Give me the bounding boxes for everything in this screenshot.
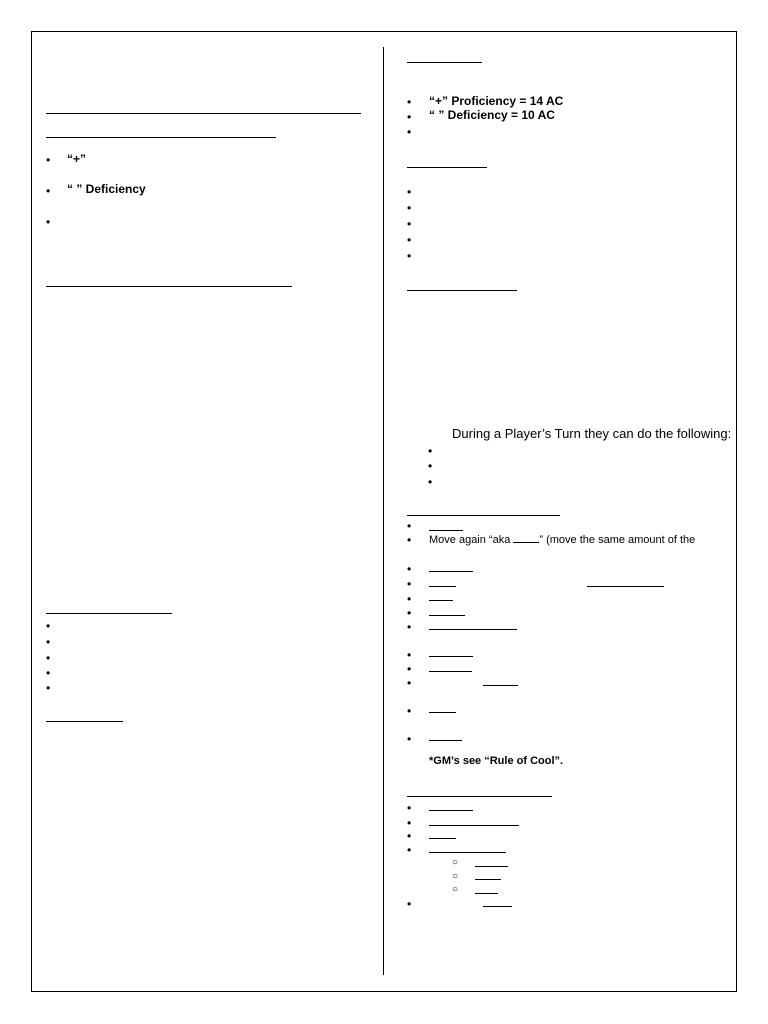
page-border — [31, 31, 737, 992]
blank-rule — [429, 586, 456, 587]
bullet: • — [407, 843, 412, 857]
bullet: • — [407, 704, 412, 718]
bullet: • — [428, 444, 433, 458]
blank-rule — [475, 866, 508, 867]
bullet: • — [407, 592, 412, 606]
move-again-line — [429, 532, 695, 546]
blank-rule — [429, 838, 456, 839]
bullet: • — [46, 215, 51, 229]
blank-rule — [429, 656, 473, 657]
gm-note: *GM’s see “Rule of Cool”. — [429, 755, 564, 767]
bullet: • — [407, 897, 412, 911]
bullet: • — [407, 676, 412, 690]
blank-rule — [429, 712, 456, 713]
section-rule — [407, 167, 487, 168]
bullet: • — [46, 184, 51, 198]
blank-rule — [475, 879, 501, 880]
turn-intro: During a Player’s Turn they can do the following: — [452, 426, 732, 441]
blank-rule — [429, 615, 465, 616]
bullet: • — [46, 153, 51, 167]
bullet: • — [407, 533, 412, 547]
bullet: • — [46, 619, 51, 633]
bullet: • — [407, 606, 412, 620]
blank-rule — [429, 600, 453, 601]
bullet: • — [407, 217, 412, 231]
blank-rule — [429, 530, 463, 531]
blank-rule — [429, 740, 462, 741]
section-rule — [46, 613, 172, 614]
bullet: • — [407, 732, 412, 746]
bullet: • — [407, 125, 412, 139]
bullet: • — [46, 651, 51, 665]
blank-field — [513, 532, 539, 543]
heading-rule — [46, 113, 361, 114]
blank-rule — [429, 825, 519, 826]
column-divider — [383, 47, 384, 975]
sub-bullet: ○ — [452, 884, 459, 895]
bullet: • — [407, 662, 412, 676]
move-again-prefix: Move again “aka — [429, 534, 514, 546]
deficiency-text: “ ” Deficiency — [67, 182, 146, 196]
section-rule — [407, 515, 560, 516]
bullet: • — [407, 829, 412, 843]
bullet: • — [407, 648, 412, 662]
bullet: • — [46, 666, 51, 680]
move-again-suffix: ” (move the same amount of the — [539, 534, 696, 546]
bullet: • — [407, 562, 412, 576]
bullet: • — [407, 201, 412, 215]
proficiency-line: “+” Proficiency = 14 AC — [429, 94, 564, 108]
bullet: • — [407, 95, 412, 109]
blank-rule — [475, 893, 498, 894]
blank-rule — [429, 571, 473, 572]
blank-rule — [483, 685, 518, 686]
bullet: • — [407, 233, 412, 247]
bullet: • — [46, 635, 51, 649]
section-rule — [46, 286, 292, 287]
bullet: • — [407, 620, 412, 634]
blank-rule — [429, 852, 506, 853]
bullet: • — [407, 110, 412, 124]
sub-bullet: ○ — [452, 857, 459, 868]
bullet: • — [407, 519, 412, 533]
bullet: • — [428, 475, 433, 489]
blank-rule — [429, 810, 473, 811]
section-rule — [46, 721, 123, 722]
subheading-rule — [46, 137, 276, 138]
blank-rule — [483, 906, 512, 907]
section-rule — [407, 796, 552, 797]
bullet: • — [407, 801, 412, 815]
bullet: • — [407, 816, 412, 830]
blank-rule — [429, 671, 472, 672]
deficiency-line: “ ” Deficiency = 10 AC — [429, 108, 555, 122]
blank-rule — [429, 629, 517, 630]
bullet: • — [46, 681, 51, 695]
section-rule — [407, 290, 517, 291]
blank-rule — [587, 586, 664, 587]
bullet: • — [407, 249, 412, 263]
sub-bullet: ○ — [452, 871, 459, 882]
bullet: • — [407, 577, 412, 591]
section-rule — [407, 62, 482, 63]
plus-text: “+” — [67, 152, 87, 166]
bullet: • — [407, 185, 412, 199]
bullet: • — [428, 459, 433, 473]
